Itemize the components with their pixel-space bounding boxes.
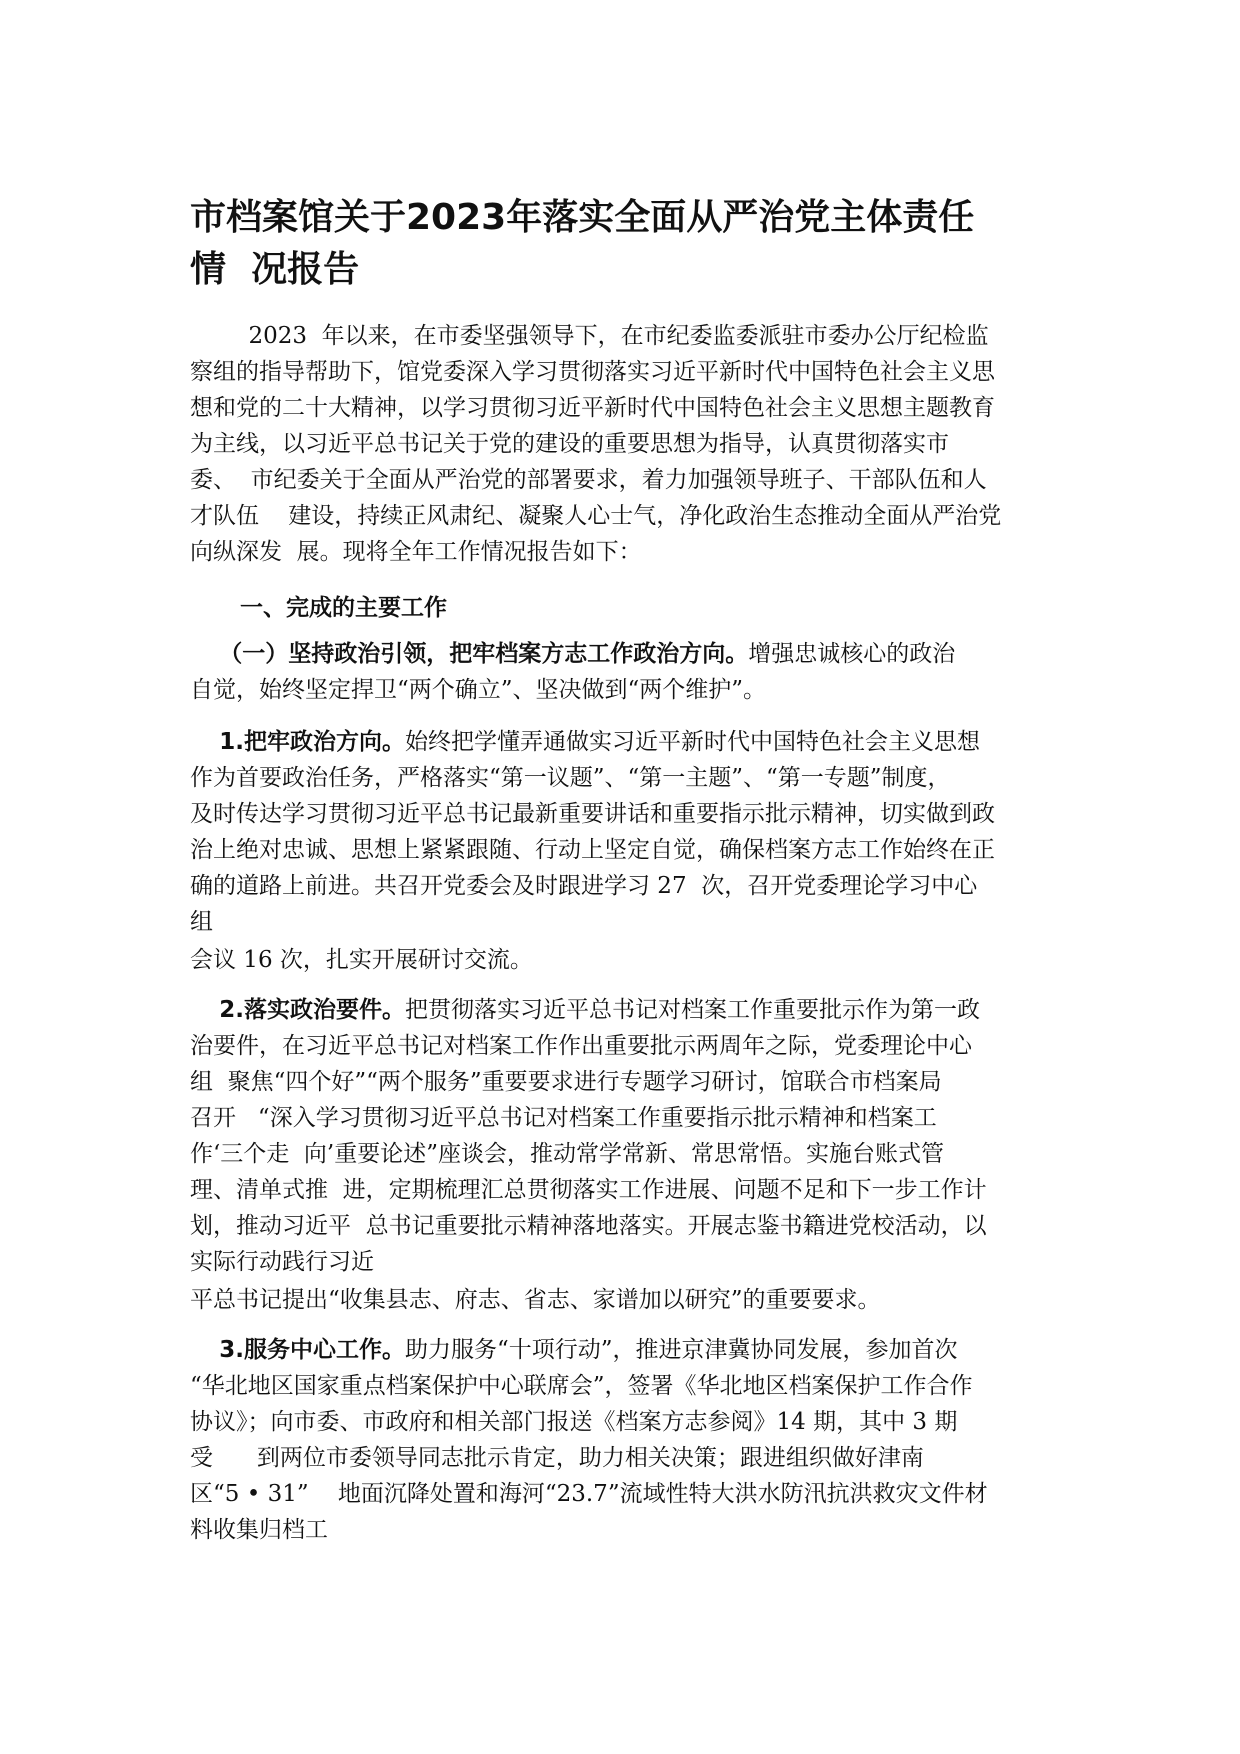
item-3-text: 助力服务“十项行动”，推进京津冀协同发展，参加首次 <box>405 1337 958 1363</box>
item-2-paragraph <box>190 992 1070 1280</box>
item-3-line: 协议》；向市委、市政府和相关部门报送《档案方志参阅》14 期，其中 3 期 <box>190 1409 958 1435</box>
item-3-heading: 3.服务中心工作。 <box>219 1337 405 1363</box>
subsection-1-paragraph <box>190 636 1070 708</box>
subsection-1-heading: （一）坚持政治引领，把牢档案方志工作政治方向。 <box>219 641 749 667</box>
item-2-heading: 2.落实政治要件。 <box>219 997 405 1023</box>
item-3-line: “华北地区国家重点档案保护中心联席会”，签署《华北地区档案保护工作合作 <box>190 1373 973 1399</box>
intro-line: 想和党的二十大精神，以学习贯彻习近平新时代中国特色社会主义思想主题教育 <box>190 395 995 421</box>
intro-line: 才队伍 建设，持续正风肃纪、凝聚人心士气，净化政治生态推动全面从严治党 <box>190 503 1002 529</box>
intro-line: 向纵深发 展。现将全年工作情况报告如下： <box>190 539 642 565</box>
intro-paragraph <box>190 318 1070 570</box>
item-1-line: 作为首要政治任务，严格落实“第一议题”、“第一主题”、“第一专题”制度， <box>190 765 951 791</box>
item-1-line: 及时传达学习贯彻习近平总书记最新重要讲话和重要指示批示精神，切实做到政 <box>190 801 995 827</box>
item-2-line: 作‘三个走 向’重要论述”座谈会，推动常学常新、常思常悟。实施台账式管 <box>190 1141 945 1167</box>
item-1-last-line: 会议 16 次，扎实开展研讨交流。 <box>190 947 533 973</box>
item-2-line: 治要件，在习近平总书记对档案工作作出重要批示两周年之际，党委理论中心 <box>190 1033 972 1059</box>
item-2-last-line: 平总书记提出“收集县志、府志、省志、家谱加以研究”的重要要求。 <box>190 1287 881 1313</box>
item-3-line: 受 到两位市委领导同志批示肯定，助力相关决策；跟进组织做好津南 <box>190 1445 924 1471</box>
subsection-1-line: 自觉，始终坚定捍卫“两个确立”、坚决做到“两个维护”。 <box>190 677 767 703</box>
item-3-line: 料收集归档工 <box>190 1517 328 1543</box>
item-1-text: 始终把学懂弄通做实习近平新时代中国特色社会主义思想 <box>405 729 980 755</box>
item-1-paragraph <box>190 724 1070 940</box>
intro-line: 为主线，以习近平总书记关于党的建设的重要思想为指导，认真贯彻落实市 <box>190 431 949 457</box>
item-2-line: 实际行动践行习近 <box>190 1249 374 1275</box>
item-2-line: 组 聚焦“四个好”“两个服务”重要要求进行专题学习研讨，馆联合市档案局 <box>190 1069 942 1095</box>
section-heading-1: 一、完成的主要工作 <box>240 595 447 621</box>
item-1-line: 确的道路上前进。共召开党委会及时跟进学习 27 次，召开党委理论学习中心 <box>190 873 978 899</box>
intro-line: 委、 市纪委关于全面从严治党的部署要求，着力加强领导班子、干部队伍和人 <box>190 467 987 493</box>
subsection-1-text: 增强忠诚核心的政治 <box>748 641 956 667</box>
item-3-paragraph <box>190 1332 1070 1548</box>
title-line-1: 市档案馆关于2023年落实全面从严治党主体责任 <box>190 197 975 238</box>
item-3-line: 区“5 • 31” 地面沉降处置和海河“23.7”流域性特大洪水防汛抗洪救灾文件材 <box>190 1481 988 1507</box>
intro-line: 察组的指导帮助下，馆党委深入学习贯彻落实习近平新时代中国特色社会主义思 <box>190 359 995 385</box>
item-2-line: 理、清单式推 进，定期梳理汇总贯彻落实工作进展、问题不足和下一步工作计 <box>190 1177 987 1203</box>
title-line-2: 情 况报告 <box>190 249 360 290</box>
item-1-line: 组 <box>190 909 213 935</box>
document-title <box>190 192 1050 296</box>
item-2-line: 召开 “深入学习贯彻习近平总书记对档案工作重要指示批示精神和档案工 <box>190 1105 937 1131</box>
item-1-line: 治上绝对忠诚、思想上紧紧跟随、行动上坚定自觉，确保档案方志工作始终在正 <box>190 837 995 863</box>
item-1-heading: 1.把牢政治方向。 <box>219 729 405 755</box>
item-2-line: 划，推动习近平 总书记重要批示精神落地落实。开展志鉴书籍进党校活动，以 <box>190 1213 987 1239</box>
intro-line: 2023 年以来，在市委坚强领导下，在市纪委监委派驻市委办公厅纪检监 <box>190 323 989 349</box>
item-2-text: 把贯彻落实习近平总书记对档案工作重要批示作为第一政 <box>405 997 980 1023</box>
